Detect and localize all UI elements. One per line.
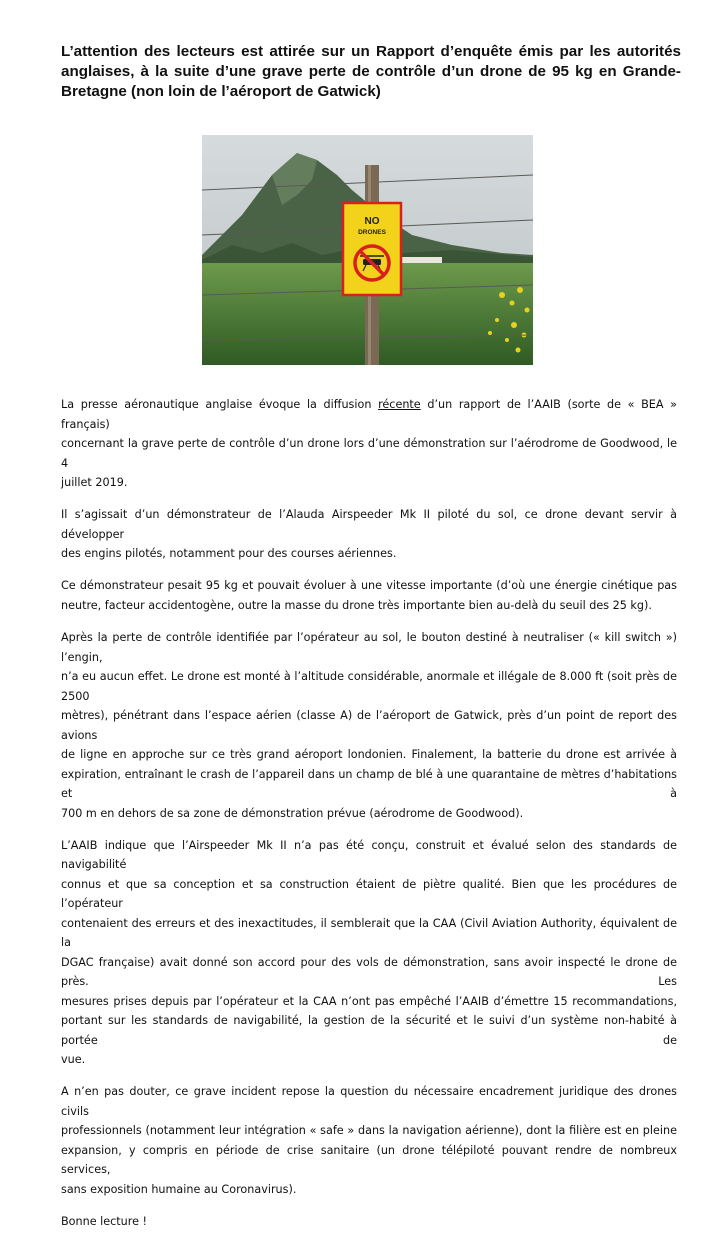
recente-link[interactable]: récente <box>378 398 421 411</box>
title-line-2: anglaises, à la suite d’une grave perte de contrôle d’un drone de 95 kg en Grande- <box>61 63 681 80</box>
sign-text-no: NO <box>364 216 380 227</box>
paragraph-7 <box>61 1212 677 1232</box>
paragraph-3 <box>61 576 677 615</box>
document-title <box>61 42 681 102</box>
paragraph-6 <box>61 1082 677 1199</box>
paragraph-6-line-3: expansion, y compris en période de crise sanitaire (un drone télépiloté pouvant rendre de nombreux services, <box>61 1143 677 1177</box>
article-body <box>61 395 677 1244</box>
title-line-1: L’attention des lecteurs est attirée sur un Rapport d’enquête émis par les autorités <box>61 43 681 60</box>
closing-line: Bonne lecture ! <box>61 1215 148 1229</box>
paragraph-4-line-2: n’a eu aucun effet. Le drone est monté à l’altitude considérable, anormale et illégale de 8.000 ft (soit près de 2500 <box>61 670 677 703</box>
paragraph-2 <box>61 505 677 564</box>
paragraph-2-line-2: des engins pilotés, notamment pour des courses aériennes. <box>61 547 397 561</box>
paragraph-4-line-3: mètres), pénétrant dans l’espace aérien (classe A) de l’aéroport de Gatwick, près d’un point de report des avions <box>61 709 677 742</box>
paragraph-4-line-4: de ligne en approche sur ce très grand aéroport londonien. Finalement, la batterie du drone est arrivée à <box>61 748 677 762</box>
paragraph-3-line-2: neutre, facteur accidentogène, outre la masse du drone très importante bien au-delà du seuil des 25 kg). <box>61 598 652 612</box>
paragraph-5-line-3: contenaient des erreurs et des inexactitudes, il semblerait que la CAA (Civil Aviation Authority, équivalent de la <box>61 916 677 950</box>
no-drones-sign-photo <box>202 135 533 365</box>
paragraph-5-line-7: vue. <box>61 1053 86 1067</box>
paragraph-5-line-4: DGAC française) avait donné son accord pour des vols de démonstration, sans avoir inspecté le drone de près. Les <box>61 955 677 989</box>
no-drones-sign <box>343 203 401 295</box>
paragraph-1-line-2: concernant la grave perte de contrôle d’un drone lors d’une démonstration sur l’aérodrome de Goodwood, le 4 <box>61 437 677 470</box>
paragraph-4-line-5: expiration, entraînant le crash de l’appareil dans un champ de blé à une quarantaine de mètres d’habitations et à <box>61 767 677 801</box>
paragraph-6-line-2: professionnels (notamment leur intégration « safe » dans la navigation aérienne), dont la filière est en pleine <box>61 1124 677 1138</box>
paragraph-4-line-6: 700 m en dehors de sa zone de démonstration prévue (aérodrome de Goodwood). <box>61 806 524 820</box>
paragraph-1 <box>61 395 677 493</box>
paragraph-5 <box>61 836 677 1070</box>
sign-text-drones: DRONES <box>358 229 386 236</box>
paragraph-6-line-4: sans exposition humaine au Coronavirus). <box>61 1182 297 1196</box>
paragraph-6-line-1: A n’en pas douter, ce grave incident repose la question du nécessaire encadrement juridique des drones civils <box>61 1085 677 1118</box>
paragraph-2-line-1: Il s’agissait d’un démonstrateur de l’Alauda Airspeeder Mk II piloté du sol, ce drone devant servir à développer <box>61 508 677 541</box>
paragraph-4 <box>61 628 677 823</box>
paragraph-3-line-1: Ce démonstrateur pesait 95 kg et pouvait évoluer à une vitesse importante (d’où une énergie cinétique pas <box>61 579 677 593</box>
paragraph-1-line-3: juillet 2019. <box>61 476 128 489</box>
paragraph-5-line-6: portant sur les standards de navigabilité, la gestion de la sécurité et le suivi d’un système non-habité à portée de <box>61 1014 677 1047</box>
paragraph-5-line-2: connus et que sa conception et sa construction étaient de piètre qualité. Bien que les procédures de l’opérateur <box>61 877 677 911</box>
paragraph-5-line-1: L’AAIB indique que l’Airspeeder Mk II n’a pas été conçu, construit et évalué selon des standards de navigabilité <box>61 838 677 872</box>
paragraph-1-line-1: La presse aéronautique anglaise évoque la diffusion récente d’un rapport de l’AAIB (sorte de « BEA » français) <box>61 398 677 431</box>
paragraph-5-line-5: mesures prises depuis par l’opérateur et la CAA n’ont pas empêché l’AAIB d’émettre 15 recommandations, <box>61 994 677 1008</box>
paragraph-4-line-1: Après la perte de contrôle identifiée par l’opérateur au sol, le bouton destiné à neutraliser (« kill switch ») l’engin, <box>61 631 677 664</box>
title-line-3: Bretagne (non loin de l’aéroport de Gatwick) <box>61 83 381 100</box>
